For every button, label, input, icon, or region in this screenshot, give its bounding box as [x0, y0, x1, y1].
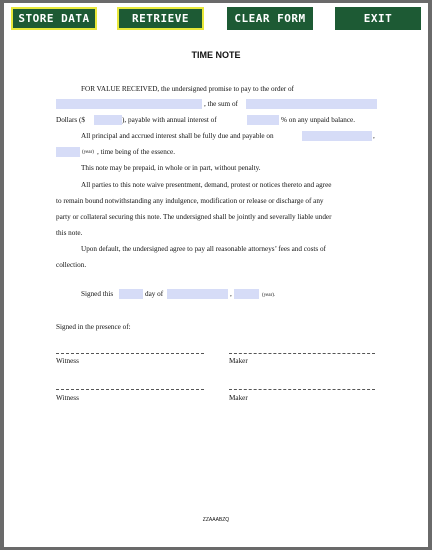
due-date-field[interactable] [302, 131, 372, 141]
signed-day-field[interactable] [119, 289, 143, 299]
witness-2-line [56, 389, 204, 390]
exit-button[interactable]: EXIT [335, 7, 421, 30]
witness-1-label: Witness [56, 357, 79, 365]
p2-text-b: , time being of the essence. [97, 148, 176, 156]
signed-this-label: Signed this [81, 290, 114, 298]
p2-text-a: All principal and accrued interest shall be fully due and payable on [81, 132, 274, 140]
p3-text: This note may be prepaid, in whole or in part, without penalty. [81, 164, 261, 172]
p4-line-4: this note. [56, 229, 83, 237]
p4-line-2: to remain bound notwithstanding any indulgence, modification or release or discharge of any [56, 197, 324, 205]
signed-comma: , [230, 290, 232, 298]
p2-comma: , [373, 132, 375, 140]
maker-2-line [229, 389, 375, 390]
p1-text-b: , the sum of [204, 100, 238, 108]
p1-text-d: ), payable with annual interest of [122, 116, 217, 124]
p2-year-label: (year) [82, 150, 94, 155]
toolbar [0, 0, 432, 44]
clear-form-button[interactable]: CLEAR FORM [227, 7, 313, 30]
signed-year-field[interactable] [234, 289, 259, 299]
signed-month-field[interactable] [167, 289, 228, 299]
retrieve-data-button[interactable]: RETRIEVE DATA [117, 7, 204, 30]
p5-line-2: collection. [56, 261, 87, 269]
interest-rate-field[interactable] [247, 115, 279, 125]
form-code: ZZAAABZQ [202, 517, 230, 523]
p1-text-c: Dollars ($ [56, 116, 85, 124]
presence-label: Signed in the presence of: [56, 323, 131, 331]
sum-amount-field[interactable] [94, 115, 122, 125]
due-year-field[interactable] [56, 147, 80, 157]
maker-1-label: Maker [229, 357, 248, 365]
p4-line-3: party or collateral securing this note. The undersigned shall be jointly and severally liable under [56, 213, 332, 221]
store-data-button[interactable]: STORE DATA [11, 7, 97, 30]
day-of-label: day of [145, 290, 164, 298]
p5-line-1: Upon default, the undersigned agree to pay all reasonable attorneys’ fees and costs of [81, 245, 326, 253]
witness-2-label: Witness [56, 394, 79, 402]
p1-text-a: FOR VALUE RECEIVED, the undersigned promise to pay to the order of [81, 85, 294, 93]
maker-1-line [229, 353, 375, 354]
payee-name-field[interactable] [56, 99, 202, 109]
witness-1-line [56, 353, 204, 354]
p1-text-e: % on any unpaid balance. [281, 116, 356, 124]
signed-year-label: (year). [262, 293, 276, 298]
maker-2-label: Maker [229, 394, 248, 402]
document-title: TIME NOTE [191, 50, 241, 60]
p4-line-1: All parties to this note waive presentment, demand, protest or notices thereto and agree [81, 181, 332, 189]
sum-words-field[interactable] [246, 99, 377, 109]
